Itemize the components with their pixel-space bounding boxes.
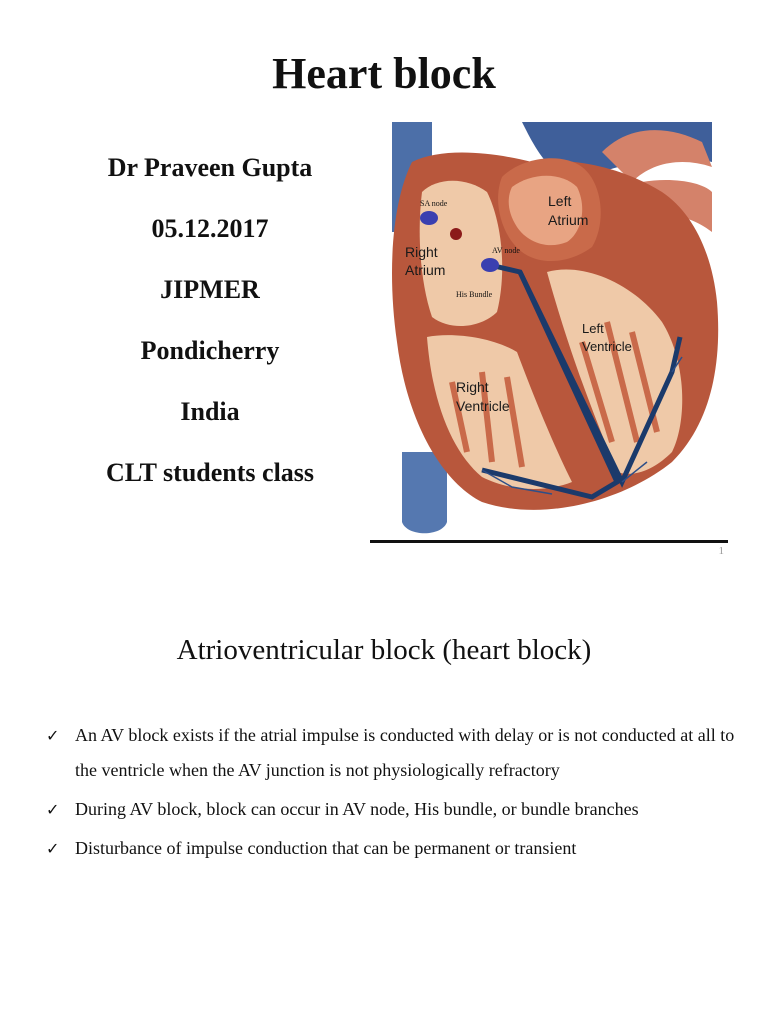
sa-node-label: SA node [420, 199, 448, 208]
left-ventricle-label-1: Left [582, 321, 604, 336]
audience: CLT students class [105, 458, 315, 487]
left-atrium-label-1: Left [548, 193, 572, 209]
bullet-item [46, 831, 736, 866]
av-node-label: AV node [492, 246, 520, 255]
check-icon: ✓ [46, 800, 60, 819]
right-atrium-label-2: Atrium [405, 262, 446, 278]
bullet-text: Disturbance of impulse conduction that can be permanent or transient [75, 838, 577, 858]
divider-line [370, 540, 728, 543]
presentation-date: 05.12.2017 [151, 214, 269, 243]
heart-diagram [372, 122, 728, 540]
bullet-list [46, 718, 736, 870]
institution: JIPMER [160, 275, 260, 304]
presenter-name: Dr Praveen Gupta [107, 153, 313, 182]
bullet-item [46, 792, 736, 827]
left-atrium-label-2: Atrium [548, 212, 589, 228]
av-node-marker [481, 258, 499, 272]
slide-title: Heart block [272, 49, 496, 98]
city: Pondicherry [140, 336, 280, 365]
country: India [180, 397, 240, 426]
check-icon: ✓ [46, 839, 60, 858]
presenter-info [60, 146, 360, 512]
his-bundle-label: His Bundle [456, 290, 493, 299]
right-atrium-label-1: Right [405, 244, 438, 260]
section-title: Atrioventricular block (heart block) [176, 634, 592, 666]
bullet-text: During AV block, block can occur in AV node, His bundle, or bundle branches [75, 799, 639, 819]
inferior-vena-cava [402, 452, 447, 533]
bullet-item [46, 718, 736, 788]
coronary-sinus-marker [450, 228, 462, 240]
check-icon: ✓ [46, 726, 60, 745]
right-ventricle-label-1: Right [456, 379, 489, 395]
left-ventricle-label-2: Ventricle [582, 339, 632, 354]
right-ventricle-label-2: Ventricle [456, 398, 510, 414]
page-number: 1 [718, 545, 724, 557]
sa-node-marker [420, 211, 438, 225]
bullet-text: An AV block exists if the atrial impulse is conducted with delay or is not conducted at all to the ventricle when the AV junction is not physiologically refractory [75, 725, 735, 780]
